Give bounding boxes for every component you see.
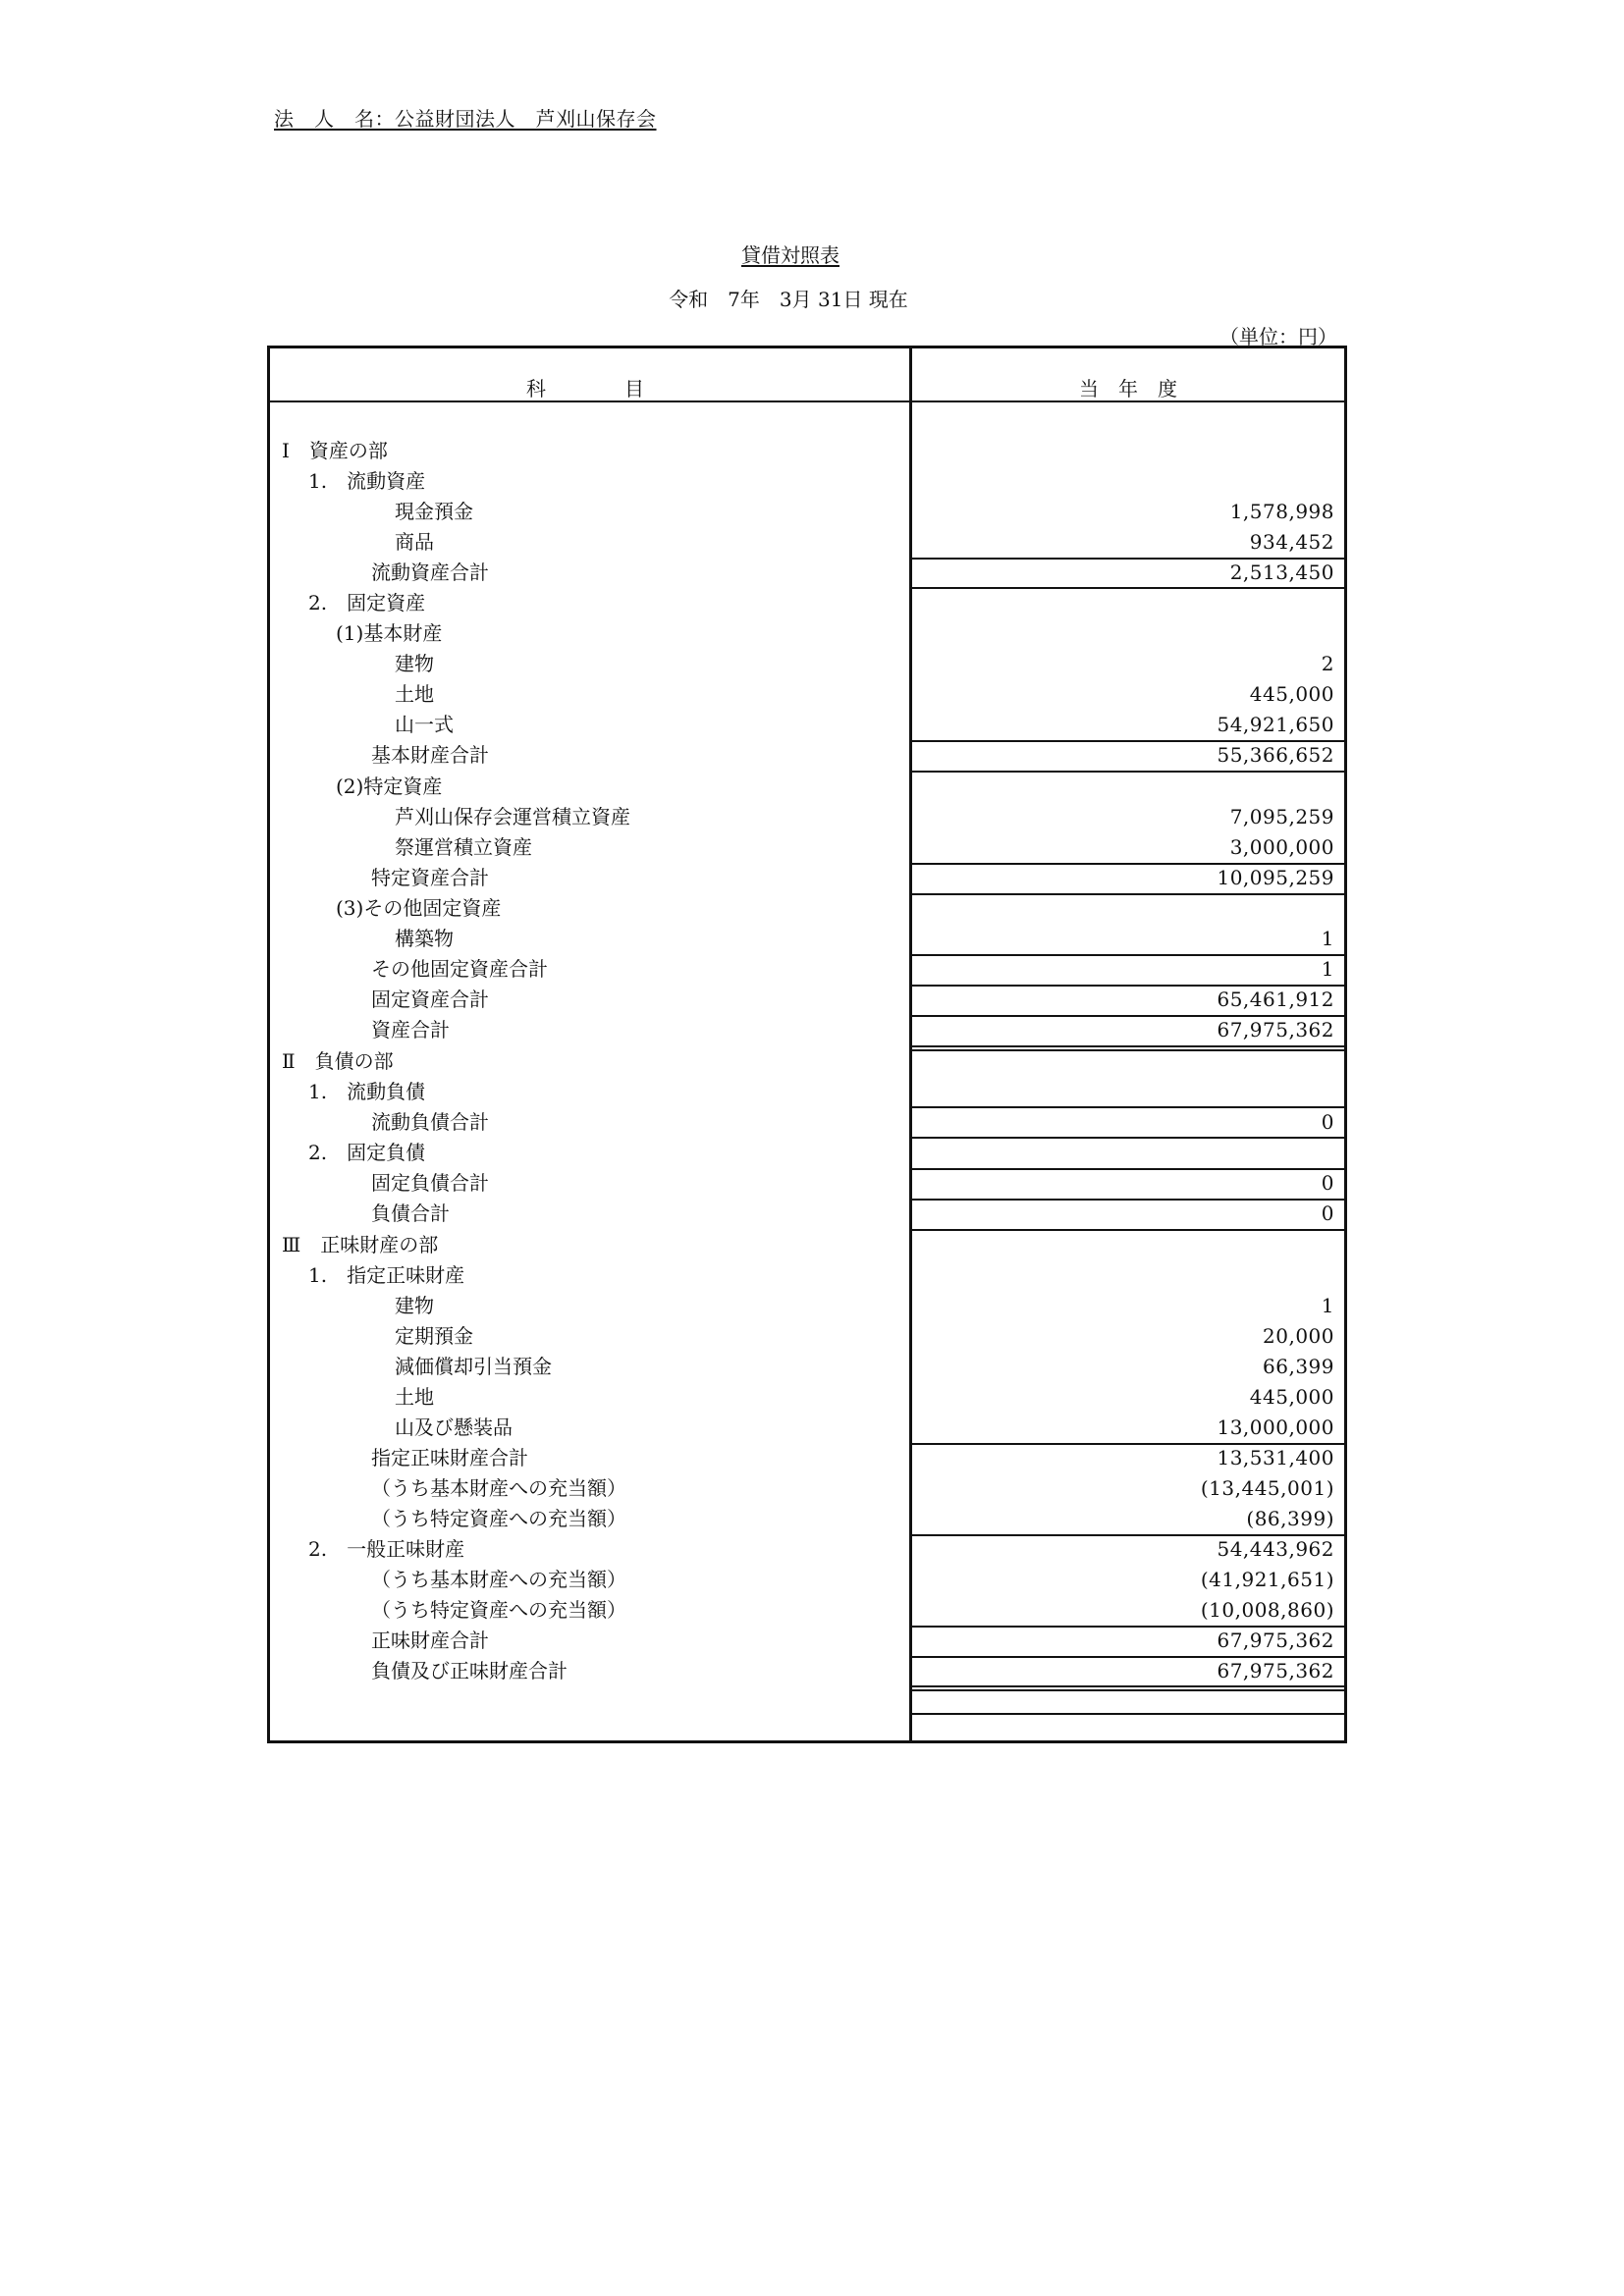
row-label: 流動資産合計 [371,561,489,584]
row-value: 445,000 [1249,1385,1334,1409]
table-row [270,1168,1344,1199]
row-label: 2. 一般正味財産 [308,1537,465,1561]
row-label: 指定正味財産合計 [371,1446,528,1469]
row-label: 負債及び正味財産合計 [371,1659,568,1682]
rule-line [911,587,1347,589]
table-row [270,466,1344,497]
row-label: (3)その他固定資産 [336,896,502,920]
rule-line [911,1713,1347,1715]
row-label: 負債合計 [371,1201,450,1225]
table-row [270,436,1344,466]
row-label: 減価償却引当預金 [395,1355,552,1378]
table-row [270,1504,1344,1534]
row-value: 13,531,400 [1217,1446,1334,1469]
header-rule [267,400,1347,402]
row-label: Ⅲ 正味財産の部 [282,1233,439,1256]
table-row [270,832,1344,863]
table-row [270,954,1344,985]
table-row [270,1473,1344,1504]
rule-line [911,740,1347,742]
row-value: 66,399 [1263,1355,1334,1378]
table-row [270,1321,1344,1352]
row-label: 定期預金 [395,1324,473,1348]
rule-line [911,1534,1347,1536]
rule-line [911,1626,1347,1628]
table-row [270,985,1344,1015]
table-row [270,527,1344,558]
row-value: 7,095,259 [1229,805,1334,828]
rule-line [911,1689,1347,1691]
row-label: 祭運営積立資産 [395,835,532,859]
row-label: 固定資産合計 [371,988,489,1011]
table-row [270,1565,1344,1595]
row-label: 1. 流動負債 [308,1080,426,1103]
table-row [270,1138,1344,1168]
as-of-date: 令和 7年 3月 31日 現在 [669,288,908,311]
row-value: 10,095,259 [1217,866,1334,889]
row-value: 0 [1321,1201,1334,1225]
row-label: その他固定資産合計 [371,957,548,981]
table-row [270,1077,1344,1107]
row-label: 2. 固定資産 [308,591,426,614]
row-label: 固定負債合計 [371,1171,489,1195]
row-label: (1)基本財産 [336,621,443,645]
table-row [270,1595,1344,1626]
row-value: 20,000 [1263,1324,1334,1348]
row-label: 特定資産合計 [371,866,489,889]
table-row [270,924,1344,954]
row-label: 正味財産合計 [371,1629,489,1652]
row-label: 1. 指定正味財産 [308,1263,465,1287]
rule-line [911,1015,1347,1017]
row-label: 建物 [395,652,434,675]
rule-line [911,863,1347,865]
table-row [270,1199,1344,1229]
row-value: 54,921,650 [1217,713,1334,736]
table-row [270,893,1344,924]
rule-line [911,893,1347,895]
row-label: Ⅱ 負債の部 [282,1049,394,1073]
row-value: 2 [1321,652,1334,675]
table-row [270,772,1344,802]
table-row [270,1015,1344,1045]
rule-line [911,1443,1347,1445]
row-label: 商品 [395,530,434,554]
row-label: 構築物 [395,927,454,950]
rule-line [911,558,1347,560]
rule-line [911,954,1347,956]
rule-line [911,1137,1347,1139]
table-row [270,1107,1344,1138]
row-label: 流動負債合計 [371,1110,489,1134]
row-label: 資産合計 [371,1018,450,1041]
row-value: 1,578,998 [1229,500,1334,523]
row-label: （うち特定資産への充当額） [371,1598,626,1622]
rule-line [911,1168,1347,1170]
row-value: 67,975,362 [1217,1018,1334,1041]
row-value: (13,445,001) [1200,1476,1334,1500]
row-value: 67,975,362 [1217,1629,1334,1652]
row-label: 土地 [395,1385,434,1409]
table-row [270,1352,1344,1382]
table-row [270,863,1344,893]
table-row [270,1534,1344,1565]
table-row [270,802,1344,832]
row-value: 1 [1321,957,1334,981]
table-row [270,1413,1344,1443]
table-row [270,710,1344,740]
rule-line [911,985,1347,987]
row-label: Ⅰ 資産の部 [282,439,388,462]
row-label: （うち特定資産への充当額） [371,1507,626,1530]
table-row [270,1443,1344,1473]
row-value: 934,452 [1249,530,1334,554]
table-row [270,679,1344,710]
row-label: (2)特定資産 [336,774,443,798]
row-value: (41,921,651) [1200,1568,1334,1591]
row-value: 1 [1321,927,1334,950]
document-title: 貸借対照表 [741,243,839,267]
rule-line [911,1049,1347,1051]
row-label: 現金預金 [395,500,473,523]
row-value: 0 [1321,1171,1334,1195]
table-row [270,497,1344,527]
row-value: (86,399) [1246,1507,1334,1530]
unit-note: （単位：円） [1219,325,1337,348]
row-label: 山一式 [395,713,454,736]
row-label: 芦刈山保存会運営積立資産 [395,805,630,828]
row-label: （うち基本財産への充当額） [371,1476,626,1500]
table-row [270,1382,1344,1413]
corporation-name: 法 人 名：公益財団法人 芦刈山保存会 [274,107,657,131]
row-value: (10,008,860) [1200,1598,1334,1622]
row-value: 2,513,450 [1229,561,1334,584]
row-label: 建物 [395,1294,434,1317]
row-label: 土地 [395,682,434,706]
row-value: 1 [1321,1294,1334,1317]
table-row [270,1230,1344,1260]
table-row [270,558,1344,588]
row-label: 基本財産合計 [371,743,489,767]
table-row [270,588,1344,618]
row-value: 13,000,000 [1217,1415,1334,1439]
row-label: （うち基本財産への充当額） [371,1568,626,1591]
subject-column-header: 科 目 [526,377,644,400]
rule-line [911,1045,1347,1047]
table-row [270,618,1344,649]
row-value: 67,975,362 [1217,1659,1334,1682]
table-row [270,1260,1344,1291]
rule-line [911,1106,1347,1108]
row-value: 0 [1321,1110,1334,1134]
table-row [270,1626,1344,1656]
rule-line [911,1199,1347,1201]
table-row [270,740,1344,771]
table-row [270,649,1344,679]
row-value: 3,000,000 [1229,835,1334,859]
row-value: 55,366,652 [1217,743,1334,767]
current-year-column-header: 当 年 度 [1079,377,1177,400]
row-value: 54,443,962 [1217,1537,1334,1561]
rule-line [911,1229,1347,1231]
table-row [270,1656,1344,1686]
rule-line [911,771,1347,773]
rule-line [911,1656,1347,1658]
row-label: 2. 固定負債 [308,1141,426,1164]
table-row [270,1291,1344,1321]
row-label: 1. 流動資産 [308,469,426,493]
rule-line [911,1685,1347,1687]
row-label: 山及び懸装品 [395,1415,513,1439]
row-value: 65,461,912 [1217,988,1334,1011]
row-value: 445,000 [1249,682,1334,706]
